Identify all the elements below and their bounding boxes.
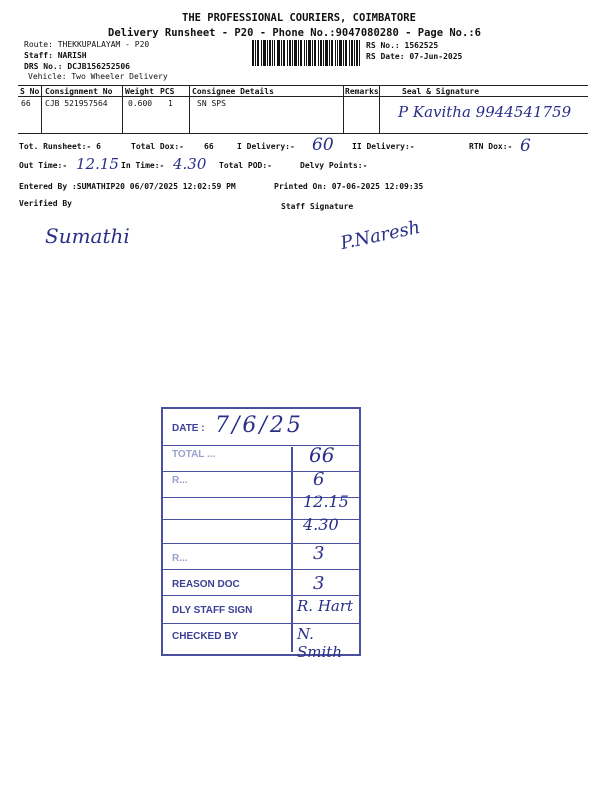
i-delivery-value: 60 bbox=[312, 135, 334, 155]
delvy-points: Delvy Points:- bbox=[300, 161, 368, 170]
route: Route: THEKKUPALAYAM - P20 bbox=[24, 40, 150, 49]
rs-number: RS No.: 1562525 bbox=[366, 41, 439, 50]
stamp-date-value: 7/6/25 bbox=[215, 413, 304, 438]
stamp-label-reason: R... bbox=[172, 553, 188, 564]
printed-on: Printed On: 07-06-2025 12:09:35 bbox=[274, 182, 424, 191]
header-seal: Seal & Signature bbox=[402, 87, 480, 96]
stamp-label-dly-staff-sign: DLY STAFF SIGN bbox=[172, 605, 253, 616]
stamp-label-rtn: R... bbox=[172, 475, 188, 486]
cell-sno: 66 bbox=[21, 99, 31, 108]
rtn-dox-label: RTN Dox:- bbox=[469, 142, 513, 151]
stamp-value-reason: 3 bbox=[313, 543, 325, 564]
staff: Staff: NARISH bbox=[24, 51, 87, 60]
rs-date: RS Date: 07-Jun-2025 bbox=[366, 52, 463, 61]
vehicle: Vehicle: Two Wheeler Delivery bbox=[28, 72, 168, 81]
i-delivery-label: I Delivery:- bbox=[237, 142, 295, 151]
header-pcs: PCS bbox=[160, 87, 175, 96]
ii-delivery: II Delivery:- bbox=[352, 142, 415, 151]
cell-consignee: SN SPS bbox=[197, 99, 226, 108]
cell-seal-signature: P Kavitha 9944541759 bbox=[398, 103, 572, 121]
header-consignment: Consignment No bbox=[45, 87, 113, 96]
stamp-date-label: DATE : bbox=[172, 423, 205, 434]
header-sno: S No bbox=[20, 87, 40, 96]
in-time-label: In Time:- bbox=[121, 161, 165, 170]
cell-weight: 0.600 bbox=[128, 99, 153, 108]
out-time-label: Out Time:- bbox=[19, 161, 68, 170]
stamp-label-checked-by: CHECKED BY bbox=[172, 631, 239, 642]
stamp-value-dly-staff-sign: R. Hart bbox=[297, 597, 354, 615]
cell-pcs: 1 bbox=[168, 99, 173, 108]
out-time-value: 12.15 bbox=[76, 155, 119, 173]
total-dox: 66 bbox=[204, 142, 214, 151]
delivery-stamp bbox=[161, 407, 361, 661]
staff-signature-label: Staff Signature bbox=[281, 202, 354, 211]
rtn-dox-value: 6 bbox=[520, 136, 531, 156]
drs-number: DRS No.: DCJB156252506 bbox=[24, 62, 130, 71]
entered-by: Entered By :SUMATHIP20 06/07/2025 12:02:59 PM bbox=[19, 182, 236, 191]
stamp-value-rtn: 6 bbox=[313, 469, 325, 490]
header-weight: Weight bbox=[125, 87, 154, 96]
stamp-value-out-time: 12.15 bbox=[303, 492, 349, 511]
cell-consignment: CJB 521957564 bbox=[45, 99, 108, 108]
stamp-value-reason-doc: 3 bbox=[313, 573, 325, 594]
verified-by-label: Verified By bbox=[19, 199, 72, 208]
stamp-label-reason-doc: REASON DOC bbox=[172, 579, 240, 590]
staff-signature: P.Naresh bbox=[338, 216, 423, 255]
header-remarks: Remarks bbox=[345, 87, 379, 96]
tot-runsheet: Tot. Runsheet:- 6 bbox=[19, 142, 101, 151]
in-time-value: 4.30 bbox=[173, 155, 207, 173]
stamp-value-checked-by: N. Smith bbox=[297, 625, 342, 661]
total-pod: Total POD:- bbox=[219, 161, 272, 170]
stamp-value-in-time: 4.30 bbox=[303, 515, 339, 534]
barcode bbox=[252, 40, 360, 66]
runsheet-title: Delivery Runsheet - P20 - Phone No.:9047080280 - Page No.:6 bbox=[108, 27, 481, 39]
stamp-value-total: 66 bbox=[309, 443, 335, 467]
total-dox-label: Total Dox:- bbox=[131, 142, 184, 151]
header-consignee: Consignee Details bbox=[192, 87, 274, 96]
company-name: THE PROFESSIONAL COURIERS, COIMBATORE bbox=[182, 12, 416, 24]
verified-by-signature: Sumathi bbox=[45, 224, 130, 248]
stamp-label-total: TOTAL ... bbox=[172, 449, 216, 460]
